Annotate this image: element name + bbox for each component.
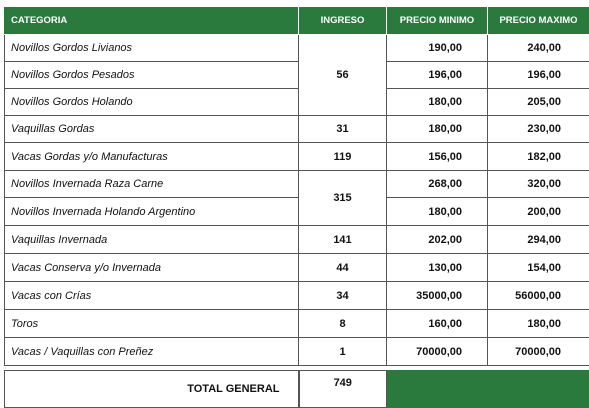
ingreso-cell: 34	[299, 282, 387, 310]
precio-maximo-cell: 56000,00	[488, 282, 589, 310]
categoria-cell: Novillos Gordos Holando	[5, 89, 299, 116]
table-row	[5, 338, 589, 366]
total-ingreso: 749	[299, 371, 387, 408]
header-ingreso: INGRESO	[299, 7, 387, 35]
categoria-cell: Novillos Gordos Livianos	[5, 35, 299, 62]
total-fill	[387, 371, 589, 408]
precio-maximo-cell: 230,00	[488, 116, 589, 143]
table-row	[5, 116, 589, 143]
precio-minimo-cell: 202,00	[387, 226, 488, 254]
precio-minimo-cell: 70000,00	[387, 338, 488, 366]
categoria-cell: Vacas Conserva y/o Invernada	[5, 254, 299, 282]
table-row	[5, 143, 589, 171]
precio-minimo-cell: 160,00	[387, 310, 488, 338]
categoria-cell: Toros	[5, 310, 299, 338]
precio-maximo-cell: 320,00	[488, 171, 589, 198]
categoria-cell: Vacas Gordas y/o Manufacturas	[5, 143, 299, 171]
precio-minimo-cell: 180,00	[387, 89, 488, 116]
precio-maximo-cell: 205,00	[488, 89, 589, 116]
precio-maximo-cell: 240,00	[488, 35, 589, 62]
total-label: TOTAL GENERAL	[5, 371, 299, 408]
precio-maximo-cell: 180,00	[488, 310, 589, 338]
table-row	[5, 89, 589, 116]
table-row	[5, 254, 589, 282]
precio-maximo-cell: 196,00	[488, 62, 589, 89]
table-row	[5, 226, 589, 254]
categoria-cell: Vaquillas Gordas	[5, 116, 299, 143]
precio-maximo-cell: 70000,00	[488, 338, 589, 366]
ingreso-cell: 315	[299, 171, 387, 226]
ingreso-cell: 44	[299, 254, 387, 282]
ingreso-cell: 31	[299, 116, 387, 143]
categoria-cell: Novillos Invernada Raza Carne	[5, 171, 299, 198]
precio-maximo-cell: 200,00	[488, 198, 589, 226]
prices-table	[4, 6, 589, 408]
ingreso-cell: 1	[299, 338, 387, 366]
total-row	[5, 371, 589, 408]
ingreso-cell: 8	[299, 310, 387, 338]
categoria-cell: Vaquillas Invernada	[5, 226, 299, 254]
header-categoria: CATEGORIA	[5, 7, 299, 35]
precio-minimo-cell: 190,00	[387, 35, 488, 62]
precio-minimo-cell: 156,00	[387, 143, 488, 171]
ingreso-cell: 141	[299, 226, 387, 254]
table-row	[5, 171, 589, 198]
precio-minimo-cell: 35000,00	[387, 282, 488, 310]
ingreso-cell: 119	[299, 143, 387, 171]
precio-minimo-cell: 180,00	[387, 116, 488, 143]
table-header-row	[5, 7, 589, 35]
categoria-cell: Vacas con Crías	[5, 282, 299, 310]
ingreso-cell: 56	[299, 35, 387, 116]
categoria-cell: Vacas / Vaquillas con Preñez	[5, 338, 299, 366]
precio-minimo-cell: 268,00	[387, 171, 488, 198]
categoria-cell: Novillos Invernada Holando Argentino	[5, 198, 299, 226]
table-row	[5, 62, 589, 89]
header-precio-minimo: PRECIO MINIMO	[387, 7, 488, 35]
header-precio-maximo: PRECIO MAXIMO	[488, 7, 589, 35]
precio-maximo-cell: 294,00	[488, 226, 589, 254]
precio-maximo-cell: 154,00	[488, 254, 589, 282]
precio-minimo-cell: 130,00	[387, 254, 488, 282]
table-row	[5, 310, 589, 338]
precio-maximo-cell: 182,00	[488, 143, 589, 171]
precio-minimo-cell: 180,00	[387, 198, 488, 226]
table-row	[5, 35, 589, 62]
table-row	[5, 198, 589, 226]
categoria-cell: Novillos Gordos Pesados	[5, 62, 299, 89]
precio-minimo-cell: 196,00	[387, 62, 488, 89]
table-row	[5, 282, 589, 310]
